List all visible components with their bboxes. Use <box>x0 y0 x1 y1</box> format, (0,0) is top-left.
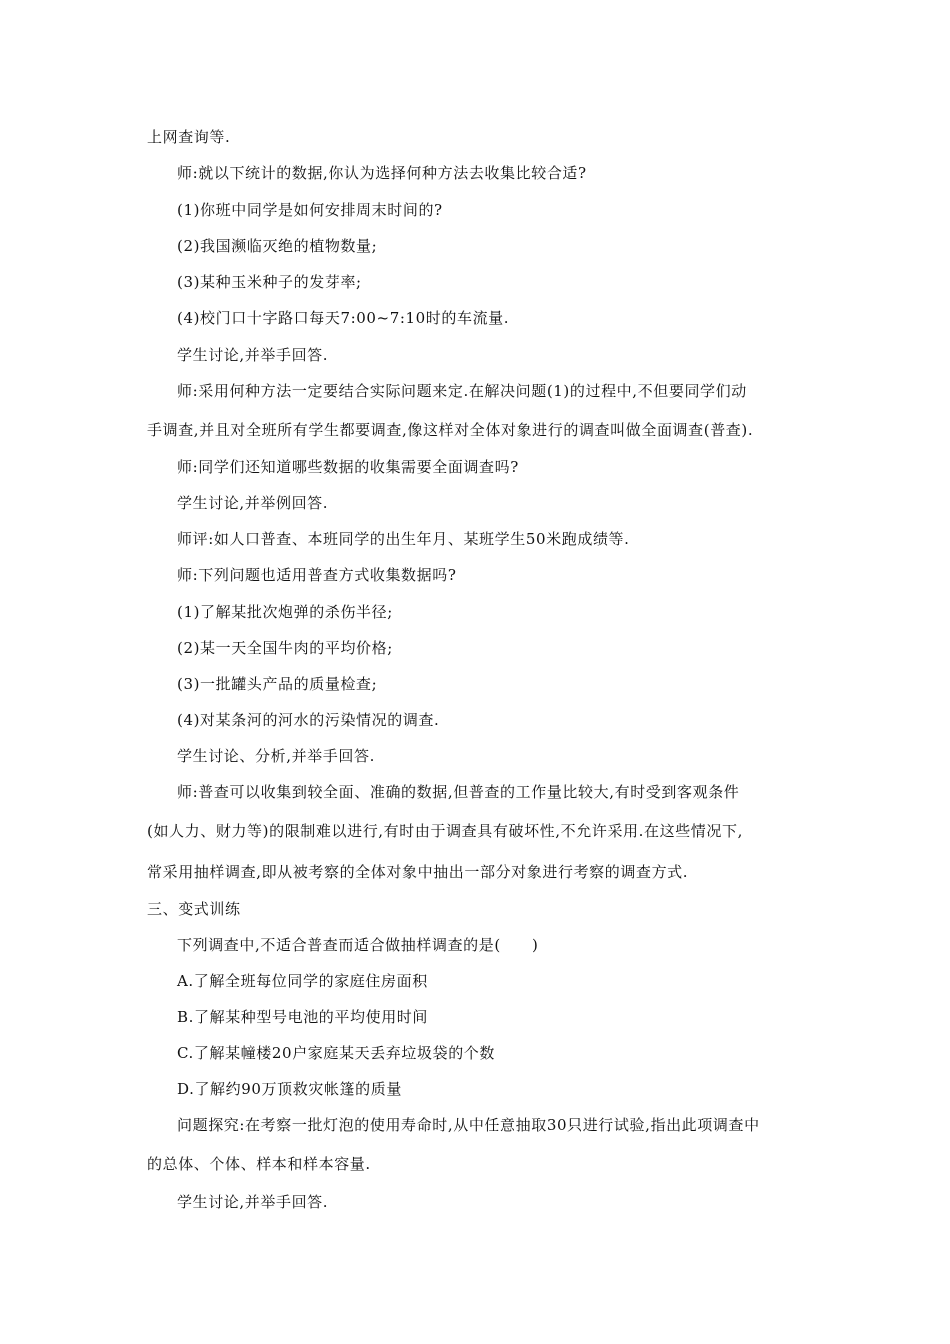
list-item: (2)某一天全国牛肉的平均价格; <box>177 639 393 657</box>
option-item: B.了解某种型号电池的平均使用时间 <box>177 1008 428 1026</box>
list-item: (3)某种玉米种子的发芽率; <box>177 273 362 291</box>
teacher-comment: 师评:如人口普查、本班同学的出生年月、某班学生50米跑成绩等. <box>177 530 630 548</box>
teacher-question: 师:下列问题也适用普查方式收集数据吗? <box>177 566 457 584</box>
list-item: (3)一批罐头产品的质量检查; <box>177 675 378 693</box>
inquiry-question-cont: 的总体、个体、样本和样本容量. <box>147 1155 371 1173</box>
teacher-question: 师:就以下统计的数据,你认为选择何种方法去收集比较合适? <box>177 164 587 182</box>
student-response: 学生讨论、分析,并举手回答. <box>177 747 375 765</box>
list-item: (1)了解某批次炮弹的杀伤半径; <box>177 603 393 621</box>
student-response: 学生讨论,并举手回答. <box>177 1193 329 1211</box>
exercise-question: 下列调查中,不适合普查而适合做抽样调查的是( ) <box>177 936 539 954</box>
inquiry-question: 问题探究:在考察一批灯泡的使用寿命时,从中任意抽取30只进行试验,指出此项调查中 <box>177 1116 760 1134</box>
section-heading: 三、变式训练 <box>147 900 241 918</box>
list-item: (4)对某条河的河水的污染情况的调查. <box>177 711 440 729</box>
option-item: A.了解全班每位同学的家庭住房面积 <box>177 972 428 990</box>
teacher-explanation-cont: 常采用抽样调查,即从被考察的全体对象中抽出一部分对象进行考察的调查方式. <box>147 863 689 881</box>
student-response: 学生讨论,并举例回答. <box>177 494 329 512</box>
teacher-explanation: 师:采用何种方法一定要结合实际问题来定.在解决问题(1)的过程中,不但要同学们动 <box>177 382 747 400</box>
option-item: C.了解某幢楼20户家庭某天丢弃垃圾袋的个数 <box>177 1044 495 1062</box>
list-item: (2)我国濒临灭绝的植物数量; <box>177 237 378 255</box>
teacher-explanation: 师:普查可以收集到较全面、准确的数据,但普查的工作量比较大,有时受到客观条件 <box>177 783 740 801</box>
student-response: 学生讨论,并举手回答. <box>177 346 329 364</box>
teacher-explanation-cont: 手调查,并且对全班所有学生都要调查,像这样对全体对象进行的调查叫做全面调查(普查). <box>147 421 754 439</box>
list-item: (1)你班中同学是如何安排周末时间的? <box>177 201 443 219</box>
teacher-explanation-cont: (如人力、财力等)的限制难以进行,有时由于调查具有破坏性,不允许采用.在这些情况下, <box>147 822 743 840</box>
list-item: (4)校门口十字路口每天7:00~7:10时的车流量. <box>177 309 510 327</box>
paragraph-continuation: 上网查询等. <box>147 128 231 146</box>
teacher-question: 师:同学们还知道哪些数据的收集需要全面调查吗? <box>177 458 519 476</box>
option-item: D.了解约90万顶救灾帐篷的质量 <box>177 1080 402 1098</box>
